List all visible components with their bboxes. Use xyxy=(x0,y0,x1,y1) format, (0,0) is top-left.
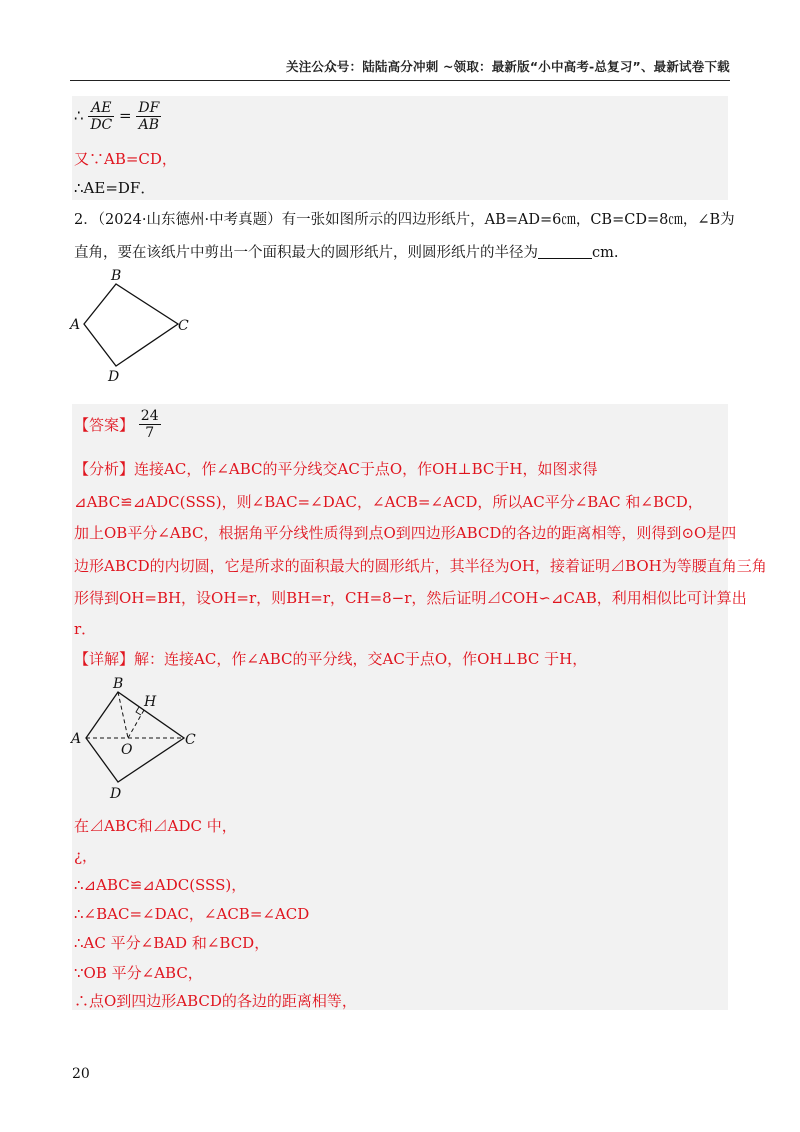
analysis-line-1: 【分析】连接AC，作∠ABC的平分线交AC于点O，作OH⊥BC于H，如图求得 xyxy=(74,460,598,478)
answer-line xyxy=(74,408,161,441)
proof-line-7: ∴点O到四边形ABCD的各边的距离相等， xyxy=(74,992,357,1010)
label-b: B xyxy=(111,268,122,284)
label-c: C xyxy=(185,732,196,748)
proof-line-ab-cd: 又∵AB=CD， xyxy=(74,150,177,168)
answer-blank xyxy=(538,244,592,259)
analysis-line-5: 形得到OH=BH，设OH=r，则BH=r，CH=8−r，然后证明⊿COH∽⊿CAB，利用相似比可计算出 xyxy=(74,589,747,607)
proof-line-6: ∵OB 平分∠ABC， xyxy=(74,964,203,982)
proof-line-3: ∴⊿ABC≌⊿ADC(SSS)， xyxy=(74,876,247,894)
label-a: A xyxy=(71,731,82,747)
quadrilateral-abcd xyxy=(86,692,184,782)
proof-line-5: ∴AC 平分∠BAD 和∠BCD， xyxy=(74,934,270,952)
detail-label: 【详解】 xyxy=(74,650,135,668)
answer-label: 【答案】 xyxy=(74,416,135,434)
proof-line-2: ¿， xyxy=(74,847,98,865)
answer-fraction: $\frac{24}{7}$ xyxy=(140,408,159,441)
proof-line-ae-df: ∴AE=DF． xyxy=(74,179,156,197)
question-line-1: 2．（2024·山东德州·中考真题）有一张如图所示的四边形纸片，AB=AD=6㎝，CB=CD=8㎝，∠B为 xyxy=(74,212,735,228)
analysis-line-4: 边形ABCD的内切圆，它是所求的面积最大的圆形纸片，其半径为OH，接着证明⊿BOH为等腰直角三角 xyxy=(74,557,767,575)
page-header: 关注公众号：陆陆高分冲刺 ~领取：最新版“小中高考-总复习”、最新试卷下载 xyxy=(286,59,730,74)
question-line-2: 直角，要在该纸片中剪出一个面积最大的圆形纸片，则圆形纸片的半径为 cm. xyxy=(74,245,619,261)
label-d: D xyxy=(108,369,120,385)
fraction-ae-dc: $\frac{AE}{DC}$ xyxy=(90,100,113,133)
fraction-df-ab: $\frac{DF}{AB}$ xyxy=(138,100,160,133)
label-b: B xyxy=(113,676,124,692)
perpendicular-oh xyxy=(128,710,144,738)
therefore-symbol: ∴ xyxy=(74,106,84,125)
analysis-line-3: 加上OB平分∠ABC，根据角平分线性质得到点O到四边形ABCD的各边的距离相等，则得到⊙O是四 xyxy=(74,524,737,542)
quadrilateral-abcd xyxy=(84,284,178,366)
bisector-bo xyxy=(118,692,128,738)
analysis-line-6: r． xyxy=(74,620,97,638)
proof-line-4: ∴∠BAC=∠DAC，∠ACB=∠ACD xyxy=(74,905,310,923)
quadrilateral-figure xyxy=(66,268,196,388)
page-number: 20 xyxy=(72,1066,90,1082)
label-o: O xyxy=(121,742,133,758)
analysis-label: 【分析】 xyxy=(74,460,135,478)
label-d: D xyxy=(110,786,122,802)
quadrilateral-with-bisector-figure xyxy=(66,674,206,804)
label-a: A xyxy=(70,317,81,333)
detail-line-1: 【详解】解：连接AC，作∠ABC的平分线，交AC于点O，作OH⊥BC 于H， xyxy=(74,650,588,668)
equals-sign: = xyxy=(119,106,132,125)
label-h: H xyxy=(144,694,157,710)
analysis-line-2: ⊿ABC≌⊿ADC(SSS)，则∠BAC=∠DAC，∠ACB=∠ACD，所以AC平分∠BAC 和∠BCD， xyxy=(74,493,703,511)
label-c: C xyxy=(178,318,189,334)
proof-line-1: 在⊿ABC和⊿ADC 中， xyxy=(74,817,237,835)
header-rule xyxy=(70,80,730,81)
fraction-equation xyxy=(74,100,161,133)
